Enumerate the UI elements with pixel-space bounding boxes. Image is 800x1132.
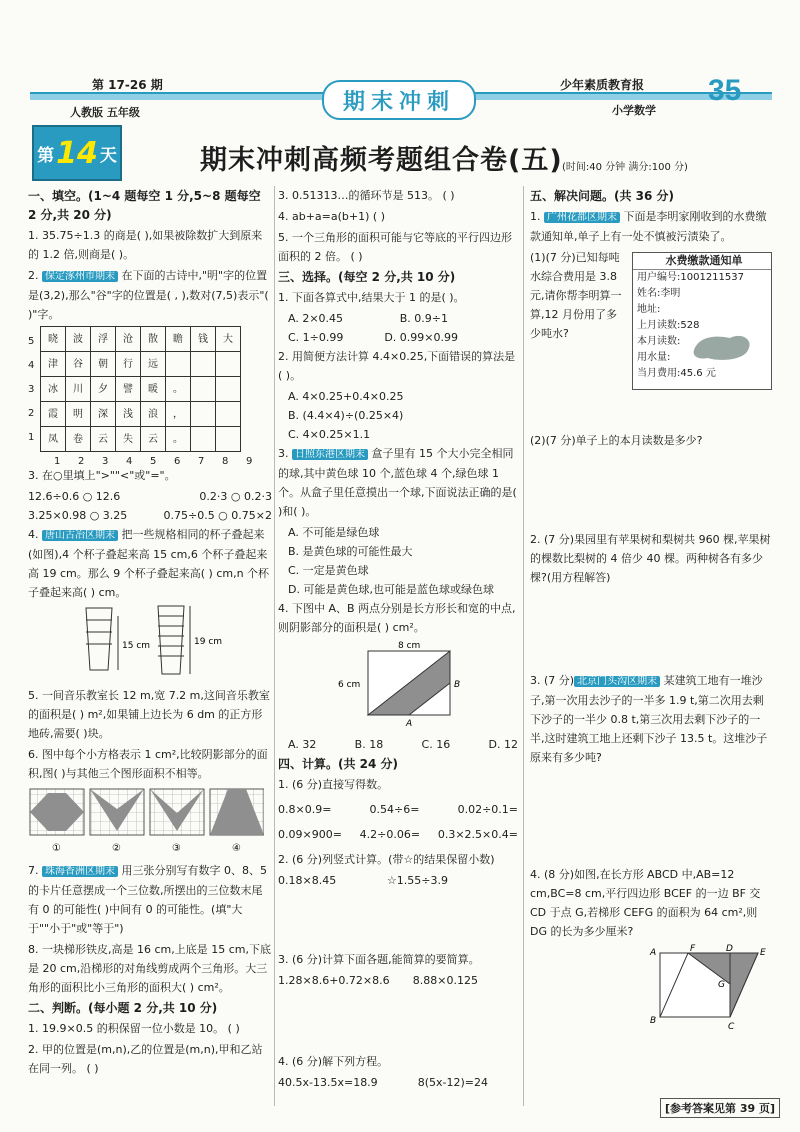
cup-height-2: 19 cm [194, 637, 223, 647]
question-6: 6. 图中每个小方格表示 1 cm²,比较阴影部分的面积,图( )与其他三个图形面积不相等。 [28, 748, 268, 780]
figure-label: ③ [172, 843, 181, 854]
label-a: A [650, 948, 657, 958]
grid-y-label: 3 [28, 384, 35, 395]
grid-row [41, 427, 241, 452]
choice-3: 3. 日照东港区期末 盒子里有 15 个大小完全相同的球,其中黄色球 10 个,蓝色球 4 个,绿色球 1 个。从盒子里任意摸出一个球,下面说法正确的是( )和( )。 [278, 447, 517, 518]
notice-name: 姓名:李明 [637, 288, 681, 299]
notice-title: 水费缴款通知单 [633, 253, 771, 270]
question-2-text: 在下面的古诗中,"明"字的位置是(3,2),那么"谷"字的位置是( , ),数对(7,5)表示"( )"字。 [28, 269, 269, 321]
problem-1: 1. 广州花都区期末 下面是李明家刚收到的水费缴款通知单,单子上有一处不慎被污渍染了。 [530, 210, 767, 243]
label-b: B [650, 1016, 657, 1026]
grid-row [41, 352, 241, 377]
grid-cell: 川 [66, 377, 91, 402]
grid-cell: 深 [91, 402, 116, 427]
calc-row [278, 1073, 488, 1092]
grid-cell [191, 427, 216, 452]
calc-row [278, 800, 518, 819]
calc-4: 4. (6 分)解下列方程。 [278, 1055, 389, 1068]
grid-x-label: 2 [78, 456, 85, 467]
time-info: (时间:40 分钟 满分:100 分) [562, 162, 688, 173]
option-row [288, 735, 518, 754]
option: C. 一定是黄色球 [288, 564, 369, 577]
day-badge [32, 125, 122, 181]
grid-cell: 远 [141, 352, 166, 377]
label-d: D [726, 944, 733, 954]
grid-y-label: 1 [28, 432, 35, 443]
figure-top-label: 8 cm [398, 641, 421, 651]
option: D. 可能是黄色球,也可能是蓝色球或绿色球 [288, 583, 494, 596]
newspaper-name: 少年素质教育报 [560, 78, 645, 92]
choice-2: 2. 用简便方法计算 4.4×0.25,下面错误的算法是( )。 [278, 350, 516, 382]
section-fill-blank: 一、填空。(1~4 题每空 1 分,5~8 题每空 2 分,共 20 分) [28, 189, 261, 222]
grid-y-axis [28, 330, 38, 450]
area-compare-figure [28, 785, 264, 855]
expr: 0.09×900= [278, 828, 342, 841]
grid-cell [216, 352, 241, 377]
question-2: 2. 保定涿州市期末 在下面的古诗中,"明"字的位置是(3,2),那么"谷"字的位置是( , ),数对(7,5)表示"( )"字。 [28, 269, 269, 321]
option: D. 0.99×0.99 [384, 331, 458, 344]
expr: 8.88×0.125 [412, 974, 478, 987]
choice-3-text: 盒子里有 15 个大小完全相同的球,其中黄色球 10 个,蓝色球 4 个,绿色球 1 个。从盒子里任意摸出一个球,下面说法正确的是( )和( )。 [278, 447, 517, 518]
grid-y-label: 2 [28, 408, 35, 419]
poem-grid [28, 326, 272, 466]
question-7: 7. 珠海香洲区期末 用三张分别写有数字 0、8、5 的卡片任意摆成一个三位数,所摆出的三位数末尾有 0 的可能性( )中间有 0 的可能性。(填"大于""小于"或"等于") [28, 864, 267, 935]
problem-2: 2. (7 分)果园里有苹果树和梨树共 960 棵,苹果树的棵数比梨树的 4 倍少 40 棵。两种树各有多少棵?(用方程解答) [530, 533, 771, 584]
column-divider [274, 186, 275, 1106]
grid-cell: 云 [91, 427, 116, 452]
page-title: 期末冲刺高频考题组合卷(五) [200, 145, 563, 176]
section-choice: 三、选择。(每空 2 分,共 10 分) [278, 270, 456, 284]
expr: 8(5x-12)=24 [417, 1076, 488, 1089]
option-row [288, 309, 448, 328]
subject-label: 小学数学 [612, 104, 656, 117]
grid-cell: 。 [166, 377, 191, 402]
choice-4: 4. 下图中 A、B 两点分别是长方形长和宽的中点,则阴影部分的面积是( ) cm²。 [278, 602, 516, 634]
choice-1: 1. 下面各算式中,结果大于 1 的是( )。 [278, 291, 465, 304]
answer-space [530, 769, 774, 865]
source-tag: 日照东港区期末 [292, 449, 368, 460]
notice-fee: 当月费用:45.6 元 [637, 368, 716, 379]
section-calc: 四、计算。(共 24 分) [278, 757, 399, 771]
answer-space [530, 589, 774, 671]
figure-left-label: 6 cm [338, 680, 361, 690]
source-tag: 珠海香洲区期末 [42, 866, 118, 877]
grid-x-label: 5 [150, 456, 157, 467]
source-tag: 北京门头沟区期末 [574, 676, 660, 687]
grid-y-label: 4 [28, 360, 35, 371]
cup-height-1: 15 cm [122, 641, 151, 651]
grid-cell: 凤 [41, 427, 66, 452]
compare-item: 12.6÷0.6 ○ 12.6 [28, 490, 121, 503]
grid-cell: 沧 [116, 327, 141, 352]
figure-label: ② [112, 843, 121, 854]
point-a-label: A [406, 719, 413, 729]
question-4: 4. 唐山古冶区期末 把一些规格相同的杯子叠起来(如图),4 个杯子叠起来高 15 cm,6 个杯子叠起来高 19 cm。那么 9 个杯子叠起来高( ) cm,n 个杯子叠起来高( ) cm。 [28, 528, 270, 599]
grid-x-axis [54, 452, 272, 471]
option: B. 是黄色球的可能性最大 [288, 545, 413, 558]
question-5: 5. 一间音乐教室长 12 m,宽 7.2 m,这间音乐教室的面积是( ) m²,如果铺上边长为 6 dm 的正方形地砖,需要( )块。 [28, 689, 270, 740]
grid-cell: 浅 [116, 402, 141, 427]
section-problems: 五、解决问题。(共 36 分) [530, 189, 675, 203]
expr: 1.28×8.6+0.72×8.6 [278, 974, 390, 987]
grid-cell: 津 [41, 352, 66, 377]
grid-row [41, 327, 241, 352]
option: A. 32 [288, 738, 317, 751]
calc-1: 1. (6 分)直接写得数。 [278, 778, 389, 791]
expr: 0.18×8.45 [278, 874, 337, 887]
grid-cell: 夕 [91, 377, 116, 402]
grid-x-label: 3 [102, 456, 109, 467]
label-f: F [690, 944, 696, 954]
notice-usage: 用水量: [637, 352, 671, 363]
figure-label: ① [52, 843, 61, 854]
grid-cell: 瞻 [166, 327, 191, 352]
problem-4: 4. (8 分)如图,在长方形 ABCD 中,AB=12 cm,BC=8 cm,平行四边形 BCEF 的一边 BF 交 CD 于点 G,若梯形 CEFG 的面积为 64 cm²,则 DG 的长为多少厘米? [530, 868, 761, 938]
compare-item: 0.75÷0.5 ○ 0.75×2 [163, 509, 272, 522]
grid-cell [191, 402, 216, 427]
grid-cell: 明 [66, 402, 91, 427]
calc-3: 3. (6 分)计算下面各题,能简算的要简算。 [278, 953, 480, 966]
compare-row [28, 487, 272, 506]
problem-3 [530, 671, 774, 767]
grid-cell: 朝 [91, 352, 116, 377]
grid-cell: 霞 [41, 402, 66, 427]
option: C. 1÷0.99 [288, 331, 344, 344]
grid-x-label: 1 [54, 456, 61, 467]
section-judge: 二、判断。(每小题 2 分,共 10 分) [28, 1001, 218, 1015]
day-prefix: 第 [37, 145, 55, 166]
grid-cell [216, 377, 241, 402]
grid-cell: 浮 [91, 327, 116, 352]
character-grid [40, 326, 241, 452]
day-suffix: 天 [99, 145, 117, 166]
option: B. 18 [354, 738, 384, 751]
problem-1a: (1)(7 分)已知每吨水综合费用是 3.8 元,请你帮李明算一算,12 月份用了多少吨水? [530, 251, 622, 340]
notice-this-reading: 本月读数: [637, 336, 681, 347]
calc-row [278, 825, 518, 844]
expr: 0.02÷0.1= [457, 803, 518, 816]
grid-cell: 譬 [116, 377, 141, 402]
column-middle [278, 186, 518, 1092]
answer-space [278, 990, 518, 1052]
edition-label: 人教版 五年级 [70, 106, 140, 119]
question-1: 1. 35.75÷1.3 的商是( ),如果被除数扩大到原来的 1.2 倍,则商是( )。 [28, 229, 263, 261]
grid-cell [191, 352, 216, 377]
expr: 40.5x-13.5x=18.9 [278, 1076, 378, 1089]
option: B. 0.9÷1 [399, 312, 448, 325]
judge-4: 4. ab+a=a(b+1) ( ) [278, 210, 385, 223]
grid-cell: 散 [141, 327, 166, 352]
problem-1-text: 下面是李明家刚收到的水费缴款通知单,单子上有一处不慎被污渍染了。 [530, 210, 767, 243]
calc-row [278, 971, 478, 990]
option-row [288, 328, 458, 347]
grid-cell: 浪 [141, 402, 166, 427]
issue-label: 第 17-26 期 [92, 78, 163, 92]
grid-cell: 谷 [66, 352, 91, 377]
grid-x-label: 6 [174, 456, 181, 467]
calc-2: 2. (6 分)列竖式计算。(带☆的结果保留小数) [278, 853, 495, 866]
problem-3-text: 某建筑工地有一堆沙子,第一次用去沙子的一半多 1.9 t,第二次用去剩下沙子的一半少 0.8 t,第三次用去剩下沙子的一半,这时建筑工地上还剩下沙子 13.5 t。这堆沙子原来有多少吨? [530, 674, 768, 764]
notice-last-reading: 上月读数:528 [637, 320, 700, 331]
grid-cell: ， [166, 402, 191, 427]
point-b-label: B [454, 680, 461, 690]
grid-cell [216, 427, 241, 452]
grid-row [41, 402, 241, 427]
grid-cell: 冰 [41, 377, 66, 402]
problem-1b: (2)(7 分)单子上的本月读数是多少? [530, 434, 703, 447]
grid-cell: 大 [216, 327, 241, 352]
compare-item: 0.2·3 ○ 0.2·3 [199, 490, 272, 503]
expr: 0.54÷6= [369, 803, 420, 816]
judge-3: 3. 0.51313…的循环节是 513。 ( ) [278, 189, 455, 202]
notice-user-no: 用户编号:1001211537 [637, 272, 744, 283]
judge-2: 2. 甲的位置是(m,n),乙的位置是(m,n),甲和乙站在同一列。 ( ) [28, 1043, 263, 1075]
option: B. (4.4×4)÷(0.25×4) [288, 409, 404, 422]
grid-cell [216, 402, 241, 427]
grid-y-label: 5 [28, 336, 35, 347]
question-4-text: 把一些规格相同的杯子叠起来(如图),4 个杯子叠起来高 15 cm,6 个杯子叠起来高 19 cm。那么 9 个杯子叠起来高( ) cm,n 个杯子叠起来高( ) cm。 [28, 528, 270, 599]
option: C. 4×0.25×1.1 [288, 428, 371, 441]
water-bill-notice [632, 252, 772, 390]
column-divider [523, 186, 524, 1106]
grid-cell [191, 377, 216, 402]
grid-cell: 晓 [41, 327, 66, 352]
grid-cell: 卷 [66, 427, 91, 452]
judge-5: 5. 一个三角形的面积可能与它等底的平行四边形面积的 2 倍。 ( ) [278, 231, 512, 263]
banner-title: 期末冲刺 [322, 80, 476, 120]
judge-1: 1. 19.9×0.5 的积保留一位小数是 10。 ( ) [28, 1022, 240, 1035]
grid-x-label: 9 [246, 456, 253, 467]
grid-cell: 钱 [191, 327, 216, 352]
expr: 4.2÷0.06= [359, 828, 421, 841]
grid-cell: 波 [66, 327, 91, 352]
source-tag: 广州花都区期末 [544, 212, 620, 223]
grid-x-label: 8 [222, 456, 229, 467]
option: D. 12 [488, 738, 518, 751]
page-number: 35 [708, 74, 742, 107]
grid-row [41, 377, 241, 402]
source-tag: 唐山古冶区期末 [42, 530, 118, 541]
grid-cell [166, 352, 191, 377]
grid-cell: 暖 [141, 377, 166, 402]
compare-row [28, 506, 272, 525]
grid-x-label: 7 [198, 456, 205, 467]
rectangle-shaded-figure [278, 639, 508, 729]
stacked-cups-figure [78, 604, 228, 680]
ink-stain [690, 330, 756, 364]
figure-label: ④ [232, 843, 241, 854]
grid-cell: 失 [116, 427, 141, 452]
expr: 0.8×0.9= [278, 803, 332, 816]
option: A. 2×0.45 [288, 312, 344, 325]
problem-3-lead: 3. (7 分) [530, 674, 575, 687]
source-tag: 保定涿州市期末 [42, 271, 118, 282]
label-g: G [718, 980, 725, 990]
expr: 0.3×2.5×0.4= [437, 828, 518, 841]
column-left [28, 186, 272, 1080]
option: C. 16 [421, 738, 451, 751]
answer-space [530, 452, 774, 530]
grid-cell: 云 [141, 427, 166, 452]
question-8: 8. 一块梯形铁皮,高是 16 cm,上底是 15 cm,下底是 20 cm,沿梯形的对角线剪成两个三角形。大三角形的面积比小三角形的面积大( ) cm²。 [28, 943, 271, 994]
label-c: C [728, 1022, 735, 1032]
day-number: 14 [56, 135, 98, 171]
calc-row [278, 871, 448, 890]
answer-space [278, 890, 518, 950]
label-e: E [760, 948, 766, 958]
compare-item: 3.25×0.98 ○ 3.25 [28, 509, 128, 522]
answer-reference: [参考答案见第 39 页] [660, 1098, 780, 1118]
grid-x-label: 4 [126, 456, 133, 467]
option: A. 不可能是绿色球 [288, 526, 380, 539]
option: A. 4×0.25+0.4×0.25 [288, 390, 404, 403]
grid-cell: 行 [116, 352, 141, 377]
notice-address: 地址: [637, 304, 661, 315]
grid-cell: 。 [166, 427, 191, 452]
question-3: 3. 在○里填上">""<"或"="。 [28, 469, 176, 482]
parallelogram-figure [640, 943, 790, 1033]
question-7-text: 用三张分别写有数字 0、8、5 的卡片任意摆成一个三位数,所摆出的三位数末尾有 0 的可能性( )中间有 0 的可能性。(填"大于""小于"或"等于") [28, 864, 267, 935]
expr: ☆1.55÷3.9 [386, 874, 448, 887]
